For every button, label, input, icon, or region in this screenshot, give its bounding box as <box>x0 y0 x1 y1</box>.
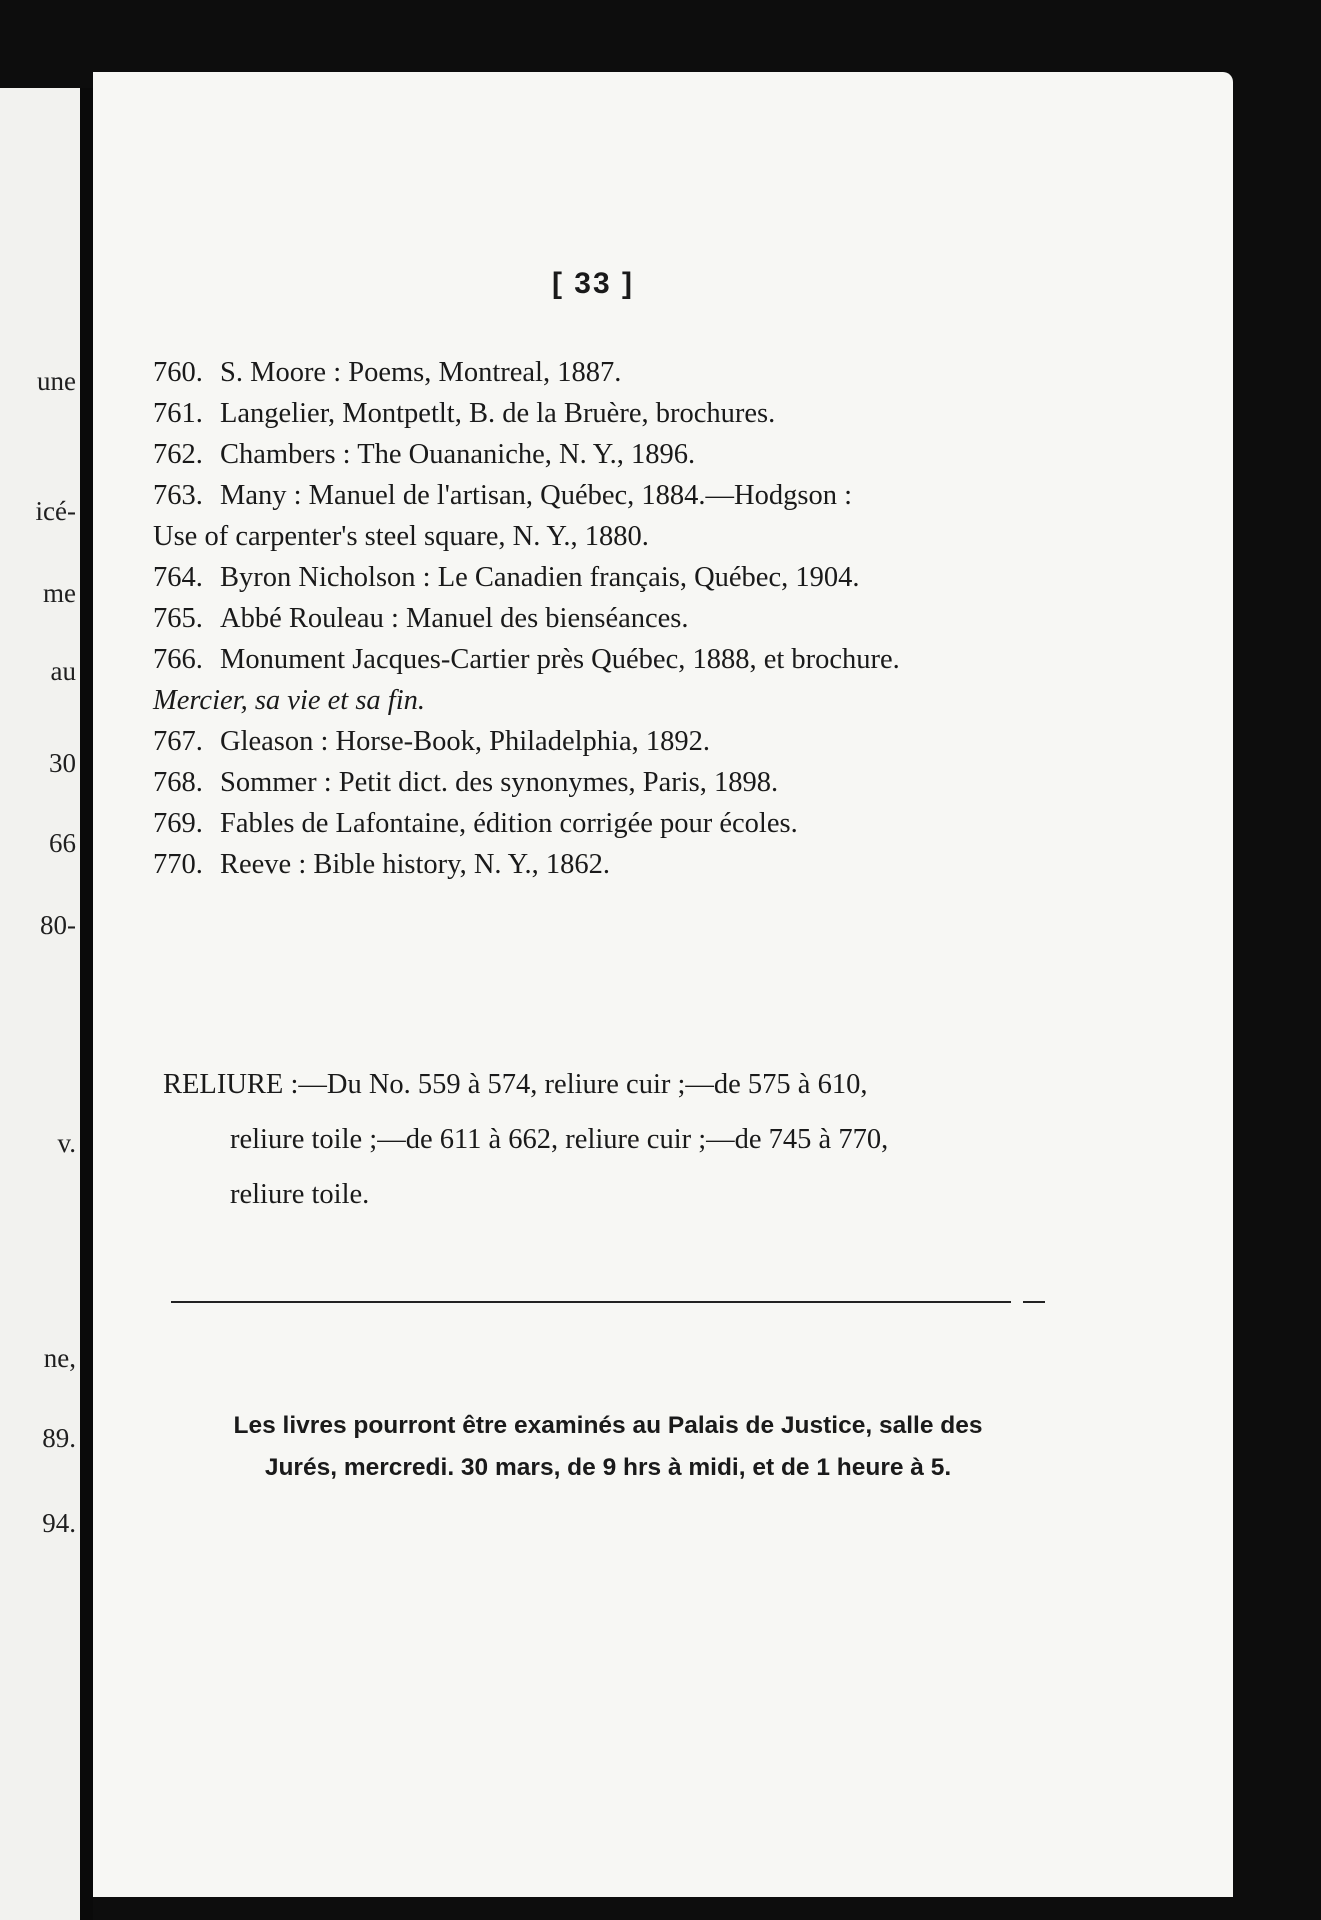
left-page-text: 94. <box>42 1508 76 1538</box>
left-page-text: 80- <box>40 910 76 940</box>
horizontal-rule-dash <box>1023 1301 1045 1303</box>
entry-text: Reeve : Bible history, N. Y., 1862. <box>220 849 610 880</box>
entry-number: 767. <box>153 726 203 757</box>
entry-text: S. Moore : Poems, Montreal, 1887. <box>220 357 622 388</box>
entry-number: 761. <box>153 398 203 429</box>
left-page-text: 30 <box>49 748 76 778</box>
page-number: [ 33 ] <box>551 267 635 300</box>
entry-number: 769. <box>153 808 203 839</box>
entry-text: Monument Jacques-Cartier près Québec, 1888, et brochure. <box>220 644 900 675</box>
catalogue-entry <box>153 762 1153 803</box>
document-page <box>93 72 1233 1897</box>
entry-number: 760. <box>153 357 203 388</box>
entry-number: 762. <box>153 439 203 470</box>
left-page-text: 66 <box>49 828 76 858</box>
entry-text: Sommer : Petit dict. des synonymes, Paris, 1898. <box>220 767 779 798</box>
left-page-text: v. <box>57 1128 76 1158</box>
catalogue-list <box>153 352 1153 885</box>
catalogue-entry <box>153 434 1153 475</box>
left-page-text: ne, <box>43 1343 76 1373</box>
catalogue-entry <box>153 393 1153 434</box>
catalogue-entry <box>153 803 1153 844</box>
examination-notice <box>138 1405 1078 1489</box>
notice-line: Jurés, mercredi. 30 mars, de 9 hrs à midi, et de 1 heure à 5. <box>264 1454 952 1481</box>
catalogue-entry <box>153 557 1153 598</box>
entry-text: Chambers : The Ouananiche, N. Y., 1896. <box>220 439 696 470</box>
catalogue-entry <box>153 352 1153 393</box>
entry-text: Gleason : Horse-Book, Philadelphia, 1892. <box>220 726 710 757</box>
entry-number: 764. <box>153 562 203 593</box>
entry-number: 765. <box>153 603 203 634</box>
catalogue-entry <box>153 844 1153 885</box>
entry-continuation: Use of carpenter's steel square, N. Y., 1880. <box>153 521 649 552</box>
left-page-text: au <box>50 656 76 686</box>
left-page-text: icé- <box>35 496 76 526</box>
left-page-text: une <box>37 366 76 396</box>
binding-note-line: reliure toile ;—de 611 à 662, reliure cuir ;—de 745 à 770, <box>230 1124 889 1155</box>
entry-number: 770. <box>153 849 203 880</box>
entry-number: 766. <box>153 644 203 675</box>
entry-number: 763. <box>153 480 203 511</box>
entry-text: Byron Nicholson : Le Canadien français, Québec, 1904. <box>220 562 860 593</box>
entry-text: Abbé Rouleau : Manuel des bienséances. <box>220 603 689 634</box>
left-page-fragment <box>0 88 80 1920</box>
notice-line: Les livres pourront être examinés au Palais de Justice, salle des <box>233 1412 983 1439</box>
binding-note-line: RELIURE :—Du No. 559 à 574, reliure cuir ;—de 575 à 610, <box>163 1069 868 1100</box>
left-page-text: 89. <box>42 1423 76 1453</box>
left-page-text: me <box>43 578 76 608</box>
entry-text: Fables de Lafontaine, édition corrigée pour écoles. <box>220 808 798 839</box>
binding-note <box>163 1057 1163 1222</box>
catalogue-entry <box>153 598 1153 639</box>
entry-number: 768. <box>153 767 203 798</box>
catalogue-entry <box>153 721 1153 762</box>
entry-text: Langelier, Montpetlt, B. de la Bruère, brochures. <box>220 398 776 429</box>
catalogue-entry <box>153 475 1153 557</box>
entry-text: Many : Manuel de l'artisan, Québec, 1884.—Hodgson : <box>220 480 853 511</box>
page-gutter <box>80 88 93 1920</box>
catalogue-entry <box>153 639 1153 721</box>
horizontal-rule <box>171 1301 1011 1303</box>
binding-note-line: reliure toile. <box>230 1179 370 1210</box>
entry-italic-title: Mercier, sa vie et sa fin. <box>153 685 426 716</box>
